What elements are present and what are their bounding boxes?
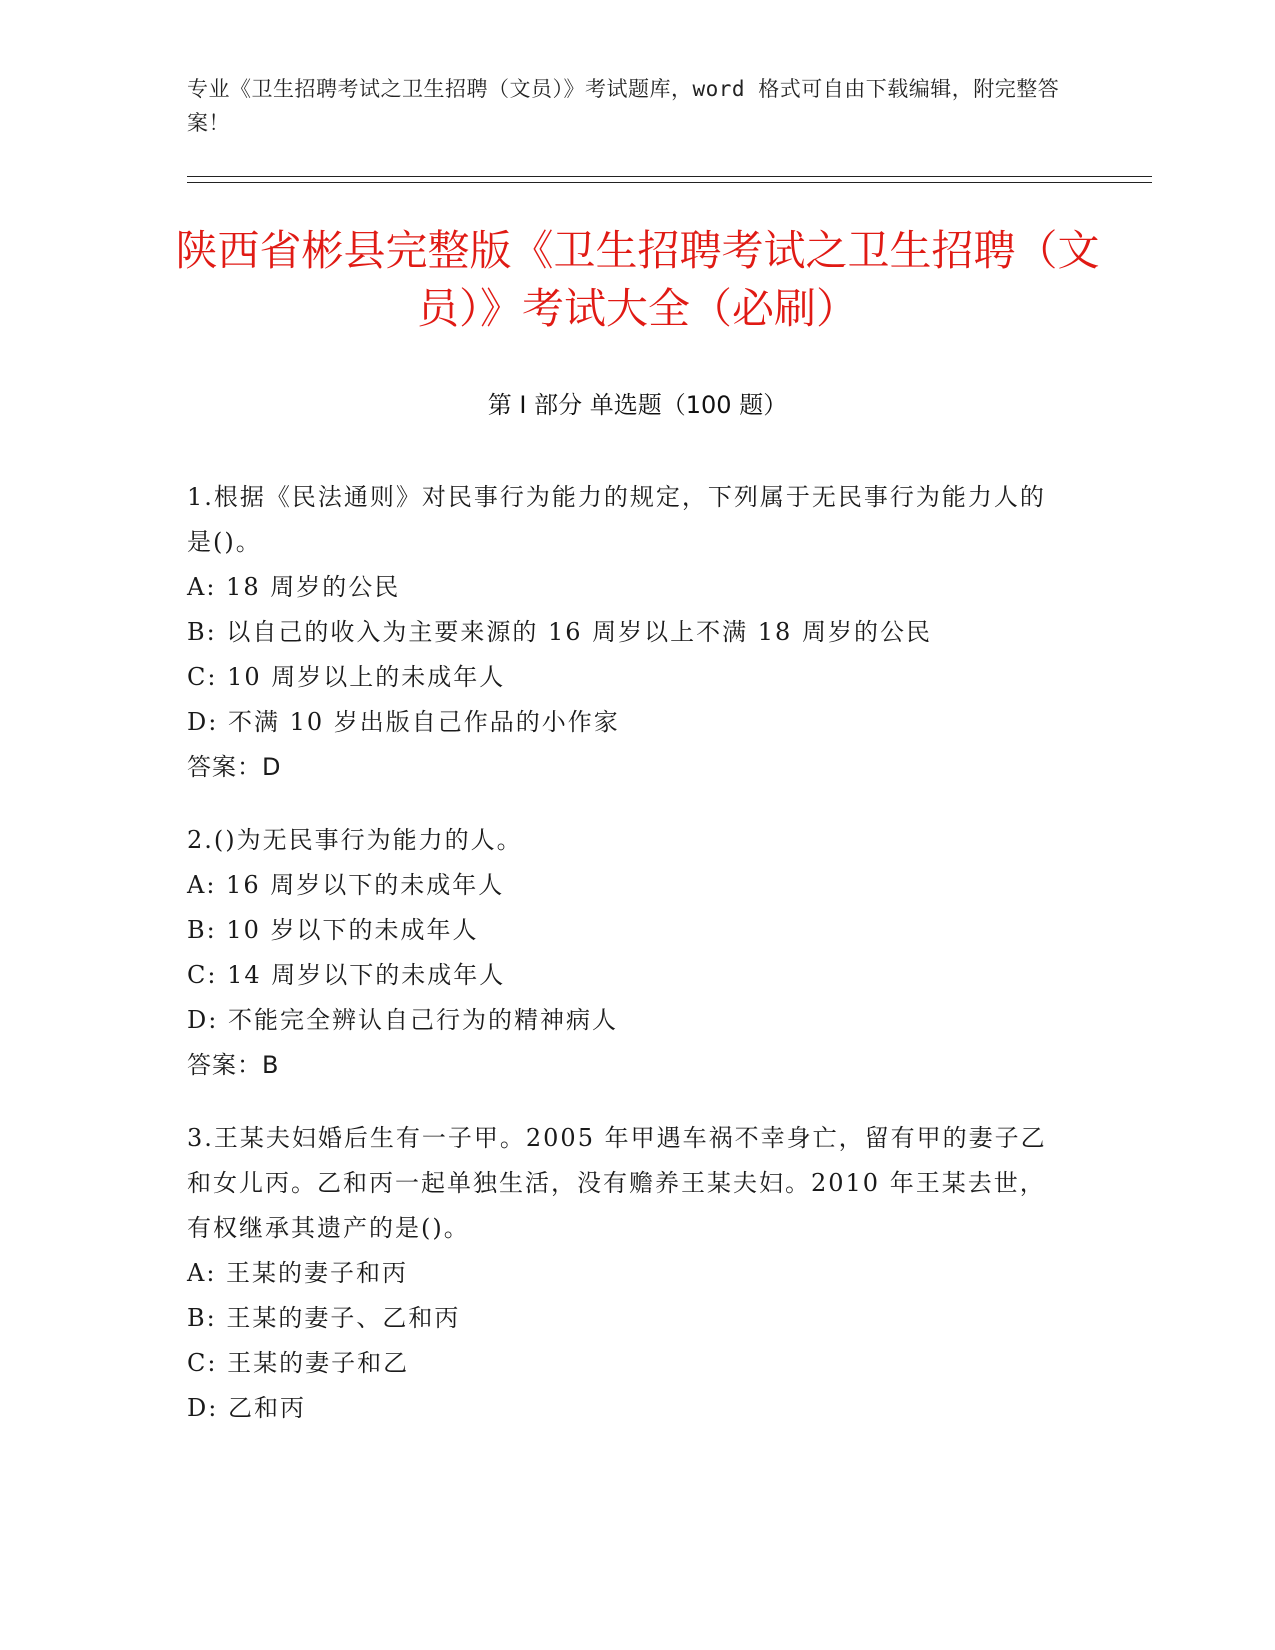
answer-line: 答案：B [187, 1051, 280, 1079]
question-3 [187, 1116, 1067, 1431]
option-c: C: 王某的妻子和乙 [187, 1349, 410, 1377]
section-title: 第 I 部分 单选题（100 题） [487, 391, 788, 419]
option-a: A: 18 周岁的公民 [187, 573, 401, 601]
option-c: C: 10 周岁以上的未成年人 [187, 663, 506, 691]
option-a: A: 16 周岁以下的未成年人 [187, 871, 505, 899]
option-b: B: 以自己的收入为主要来源的 16 周岁以上不满 18 周岁的公民 [187, 618, 932, 646]
question-list [187, 475, 1067, 1459]
header-divider-top [187, 176, 1152, 177]
option-d: D: 不满 10 岁出版自己作品的小作家 [187, 708, 620, 736]
question-1 [187, 475, 1067, 790]
question-2 [187, 818, 1067, 1088]
document-title: 陕西省彬县完整版《卫生招聘考试之卫生招聘（文员）》考试大全（必刷） [175, 226, 1100, 333]
question-stem: 3.王某夫妇婚后生有一子甲。2005 年甲遇车祸不幸身亡，留有甲的妻子乙和女儿丙。乙和丙一起单独生活，没有赡养王某夫妇。2010 年王某去世，有权继承其遗产的是()。 [187, 1124, 1047, 1242]
answer-line: 答案：D [187, 753, 282, 781]
option-c: C: 14 周岁以下的未成年人 [187, 961, 506, 989]
option-d: D: 不能完全辨认自己行为的精神病人 [187, 1006, 618, 1034]
header-note: 专业《卫生招聘考试之卫生招聘（文员）》考试题库，word 格式可自由下载编辑，附完整答案！ [187, 77, 1060, 135]
question-stem: 1.根据《民法通则》对民事行为能力的规定，下列属于无民事行为能力人的是()。 [187, 483, 1046, 556]
option-b: B: 王某的妻子、乙和丙 [187, 1304, 461, 1332]
option-d: D: 乙和丙 [187, 1394, 306, 1422]
option-b: B: 10 岁以下的未成年人 [187, 916, 479, 944]
question-stem: 2.()为无民事行为能力的人。 [187, 826, 523, 854]
option-a: A: 王某的妻子和丙 [187, 1259, 409, 1287]
header-divider-bottom [187, 182, 1152, 183]
